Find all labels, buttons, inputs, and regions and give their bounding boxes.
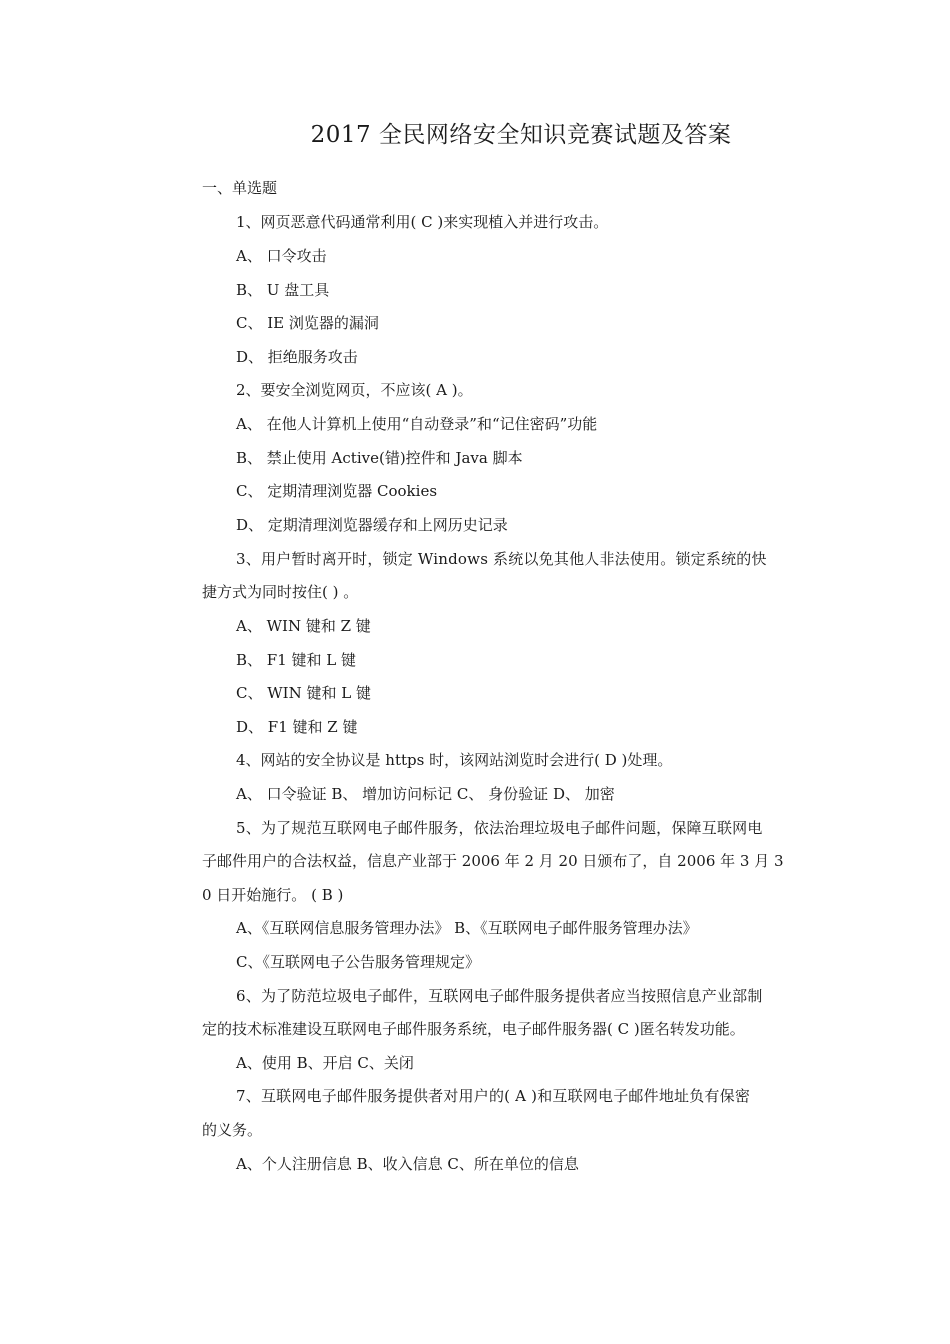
options-4: A、 口令验证 B、 增加访问标记 C、 身份验证 D、 加密: [236, 785, 615, 803]
option-1b: B、 U 盘工具: [236, 281, 330, 299]
option-1d: D、 拒绝服务攻击: [236, 348, 358, 366]
question-5: 5、为了规范互联网电子邮件服务，依法治理垃圾电子邮件问题，保障互联网电: [236, 819, 763, 837]
option-1a: A、 口令攻击: [236, 247, 327, 265]
options-7: A、个人注册信息 B、收入信息 C、所在单位的信息: [236, 1155, 579, 1173]
question-7: 7、互联网电子邮件服务提供者对用户的( A )和互联网电子邮件地址负有保密: [236, 1087, 751, 1105]
option-2c: C、 定期清理浏览器 Cookies: [236, 482, 438, 500]
question-2: 2、要安全浏览网页，不应该( A )。: [236, 381, 473, 399]
option-2b: B、 禁止使用 Active(错)控件和 Java 脚本: [236, 449, 523, 467]
question-4: 4、网站的安全协议是 https 时，该网站浏览时会进行( D )处理。: [236, 751, 673, 769]
page-title: 2017 全民网络安全知识竞赛试题及答案: [310, 122, 732, 148]
question-3-cont: 捷方式为同时按住( ) 。: [202, 583, 359, 601]
option-2d: D、 定期清理浏览器缓存和上网历史记录: [236, 516, 508, 534]
option-5c: C、《互联网电子公告服务管理规定》: [236, 953, 480, 971]
question-6: 6、为了防范垃圾电子邮件，互联网电子邮件服务提供者应当按照信息产业部制: [236, 987, 763, 1005]
option-1c: C、 IE 浏览器的漏洞: [236, 314, 379, 332]
question-1: 1、网页恶意代码通常利用( C )来实现植入并进行攻击。: [236, 213, 609, 231]
section-heading: 一、单选题: [202, 179, 278, 197]
question-5-cont2: 0 日开始施行。 ( B ): [202, 886, 344, 904]
question-3: 3、用户暂时离开时，锁定 Windows 系统以免其他人非法使用。锁定系统的快: [236, 550, 767, 568]
option-3d: D、 F1 键和 Z 键: [236, 718, 358, 736]
question-7-cont: 的义务。: [202, 1121, 263, 1139]
option-2a: A、 在他人计算机上使用“自动登录”和“记住密码”功能: [236, 415, 598, 433]
option-3c: C、 WIN 键和 L 键: [236, 684, 371, 702]
option-3b: B、 F1 键和 L 键: [236, 651, 357, 669]
question-6-cont: 定的技术标准建设互联网电子邮件服务系统，电子邮件服务器( C )匿名转发功能。: [202, 1020, 745, 1038]
question-5-cont: 子邮件用户的合法权益，信息产业部于 2006 年 2 月 20 日颁布了，自 2006 年 3 月 3: [202, 852, 784, 870]
option-3a: A、 WIN 键和 Z 键: [236, 617, 371, 635]
options-6: A、使用 B、开启 C、关闭: [236, 1054, 414, 1072]
options-5ab: A、《互联网信息服务管理办法》 B、《互联网电子邮件服务管理办法》: [236, 919, 698, 937]
